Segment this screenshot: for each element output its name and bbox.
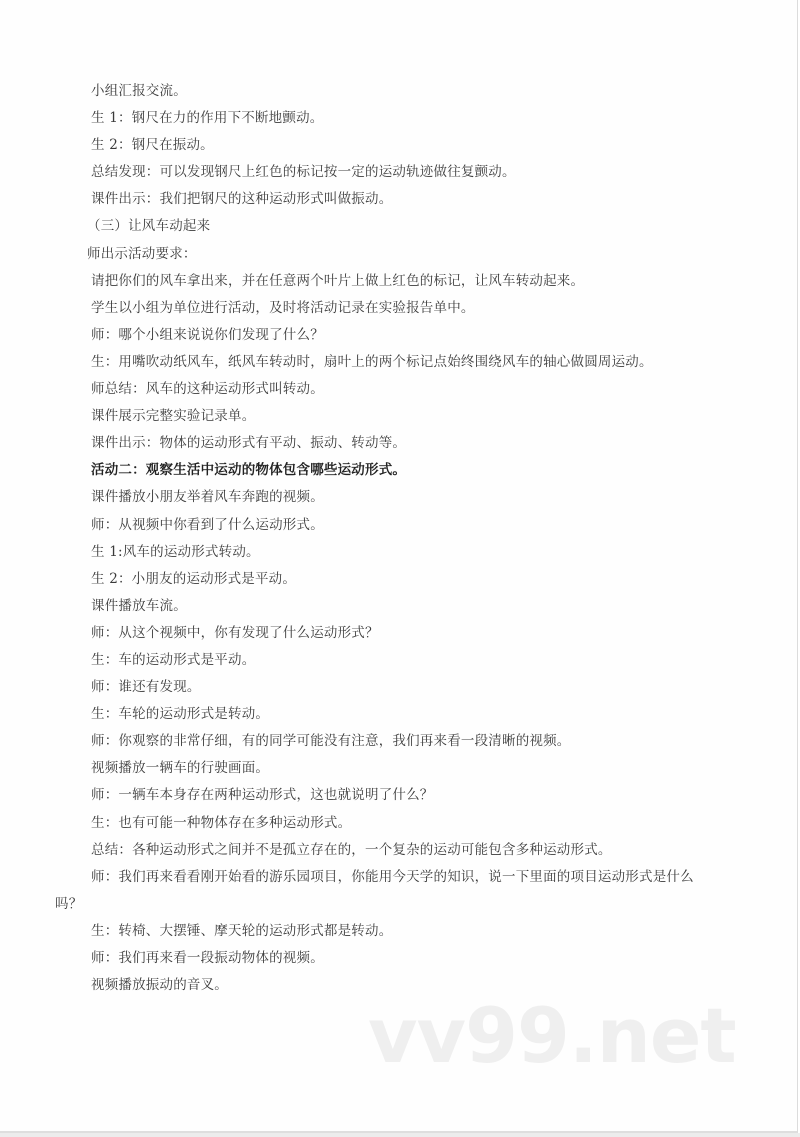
paragraph: 课件出示：我们把钢尺的这种运动形式叫做振动。	[91, 191, 393, 208]
paragraph: 生：也有可能一种物体存在多种运动形式。	[91, 814, 352, 831]
paragraph: 师：谁还有发现。	[91, 679, 201, 696]
paragraph: 总结发现：可以发现钢尺上红色的标记按一定的运动轨迹做往复颤动。	[91, 164, 516, 181]
paragraph: 视频播放一辆车的行驶画面。	[91, 760, 270, 777]
section-heading: （三）让风车动起来	[87, 218, 211, 235]
paragraph: 师：我们再来看一段振动物体的视频。	[91, 950, 324, 966]
activity-heading: 活动二：观察生活中运动的物体包含哪些运动形式。	[91, 462, 407, 479]
paragraph: 课件播放车流。	[91, 597, 187, 614]
paragraph: 视频播放振动的音叉。	[91, 977, 228, 994]
paragraph: 生：转椅、大摆锤、摩天轮的运动形式都是转动。	[91, 922, 393, 939]
paragraph: 生：用嘴吹动纸风车，纸风车转动时，扇叶上的两个标记点始终围绕风车的轴心做圆周运动。	[91, 353, 653, 370]
document-body	[0, 78, 800, 999]
paragraph: 师：你观察的非常仔细，有的同学可能没有注意，我们再来看一段清晰的视频。	[91, 733, 571, 750]
paragraph: 师：一辆车本身存在两种运动形式，这也就说明了什么？	[91, 787, 434, 804]
paragraph: 课件展示完整实验记录单。	[91, 408, 256, 425]
paragraph: 师总结：风车的这种运动形式叫转动。	[91, 381, 324, 398]
paragraph: 师：哪个小组来说说你们发现了什么？	[91, 326, 324, 343]
paragraph: 师出示活动要求：	[87, 245, 197, 262]
paragraph: 课件出示：物体的运动形式有平动、振动、转动等。	[91, 435, 407, 452]
paragraph: 生 2：小朋友的运动形式是平动。	[91, 570, 297, 587]
paragraph: 课件播放小朋友举着风车奔跑的视频。	[91, 489, 324, 506]
paragraph: 请把你们的风车拿出来，并在任意两个叶片上做上红色的标记，让风车转动起来。	[91, 272, 585, 289]
paragraph: 总结：各种运动形式之间并不是孤立存在的，一个复杂的运动可能包含多种运动形式。	[91, 841, 612, 858]
paragraph: 生 1：钢尺在力的作用下不断地颤动。	[91, 110, 324, 127]
paragraph: 师：我们再来看看刚开始看的游乐园项目，你能用今天学的知识，说一下里面的项目运动形式是什么	[91, 868, 694, 885]
paragraph: 生 1:风车的运动形式转动。	[91, 543, 260, 560]
paragraph: 师：从这个视频中，你有发现了什么运动形式？	[91, 624, 379, 641]
page-bottom-edge	[0, 1133, 800, 1137]
paragraph: 生：车轮的运动形式是转动。	[91, 706, 270, 723]
paragraph: 生 2：钢尺在振动。	[91, 137, 214, 154]
watermark: vv99.net	[368, 991, 736, 1080]
paragraph-continuation: 吗？	[55, 895, 83, 912]
paragraph: 师：从视频中你看到了什么运动形式。	[91, 516, 324, 533]
paragraph: 生：车的运动形式是平动。	[91, 651, 256, 668]
paragraph: 小组汇报交流。	[91, 83, 187, 99]
paragraph: 学生以小组为单位进行活动，及时将活动记录在实验报告单中。	[91, 299, 475, 316]
